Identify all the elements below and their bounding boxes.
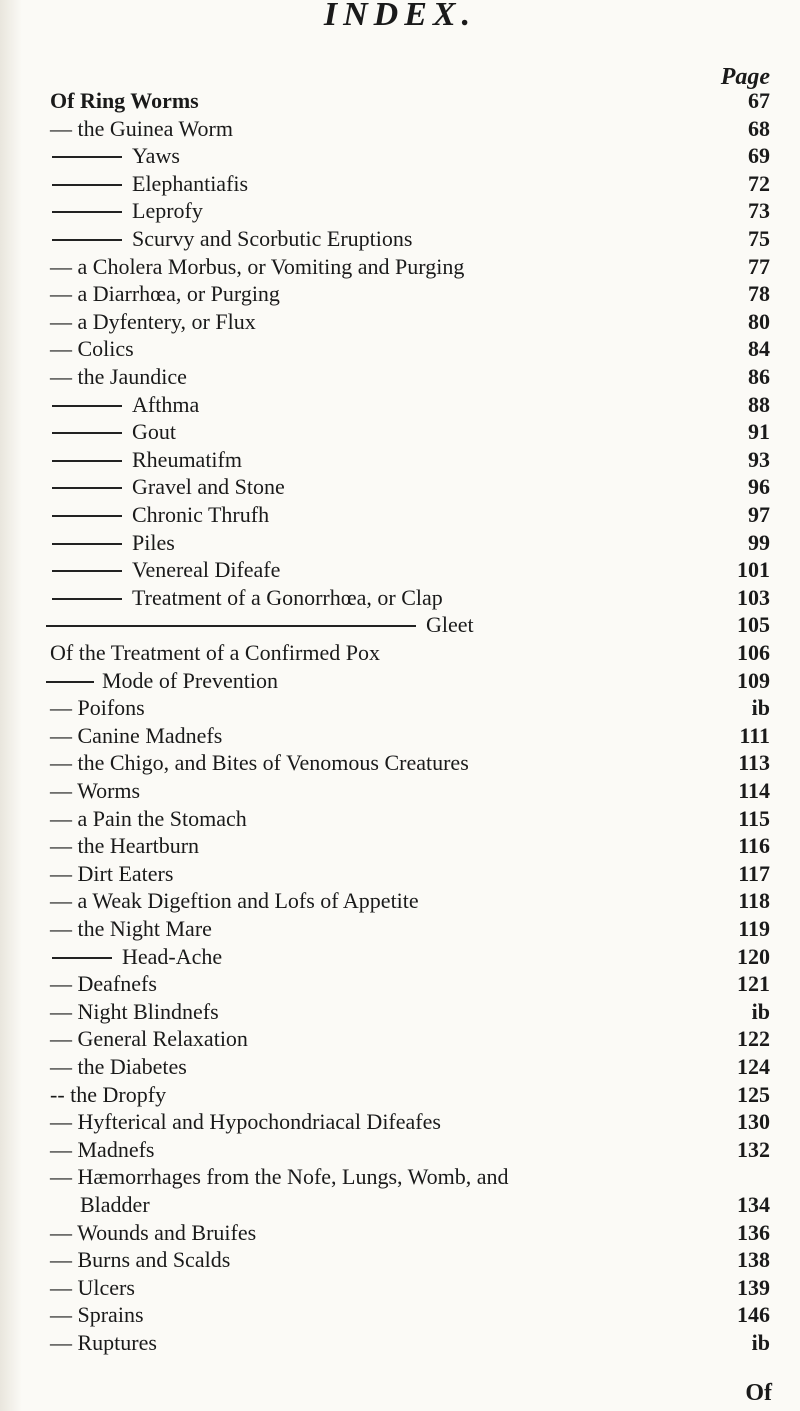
index-entry-page: 75 — [748, 226, 770, 251]
index-entry-text: — Hæmorrhages from the Nofe, Lungs, Womb, and — [50, 1164, 509, 1190]
index-entry-text: — Night Blindnefs — [50, 998, 219, 1024]
index-entry — [0, 750, 800, 776]
index-entry-text: Gravel and Stone — [132, 474, 285, 500]
index-entry-text: — Worms — [50, 778, 141, 803]
index-entry — [0, 557, 800, 583]
index-entry-page: 125 — [737, 1081, 770, 1107]
index-entry — [0, 1109, 800, 1135]
ditto-dash — [52, 957, 112, 959]
index-entry — [0, 1082, 800, 1108]
index-entry — [0, 447, 800, 473]
index-entry-page: 88 — [748, 391, 770, 417]
index-entry-page: ib — [751, 695, 770, 721]
index-entry-text: — a Diarrhœa, or Purging — [50, 281, 280, 307]
index-entry-page: ib — [751, 1330, 770, 1355]
index-entry-page: 113 — [738, 750, 770, 776]
index-entry-page: 86 — [748, 364, 770, 389]
index-entry-page: 93 — [748, 446, 770, 472]
index-entry-text: Bladder — [80, 1192, 150, 1217]
index-entry — [0, 281, 800, 307]
page-column-heading: Page — [720, 64, 770, 90]
index-entry — [0, 888, 800, 914]
ditto-dash — [52, 211, 122, 213]
index-entry — [0, 1164, 800, 1190]
index-entry — [0, 392, 800, 418]
index-entry-page: 117 — [738, 860, 770, 886]
index-entry-text: — Dirt Eaters — [50, 860, 174, 886]
ditto-dash — [46, 681, 94, 683]
index-entry-page: 146 — [737, 1302, 770, 1328]
ditto-dash — [52, 515, 122, 517]
index-entry-text: Chronic Thrufh — [132, 502, 270, 527]
ditto-dash — [52, 487, 122, 489]
index-entry-text: Piles — [132, 529, 175, 555]
index-entry-text: Head-Ache — [122, 943, 223, 969]
index-entry — [0, 474, 800, 500]
index-entry — [0, 143, 800, 169]
index-entry-page: 119 — [738, 916, 770, 941]
index-entry — [0, 1192, 800, 1218]
index-entry-text: — a Cholera Morbus, or Vomiting and Purging — [50, 253, 465, 279]
ditto-dash — [52, 156, 122, 158]
index-entry-text: -- the Dropfy — [50, 1081, 167, 1107]
index-entry-text: Yaws — [132, 143, 180, 169]
index-entry — [0, 1330, 800, 1356]
index-entry-text: — Ulcers — [50, 1274, 135, 1300]
index-entry — [0, 806, 800, 832]
index-entry — [0, 1302, 800, 1328]
index-entry-page: 80 — [748, 308, 770, 334]
index-entry-page: 109 — [737, 667, 770, 693]
index-entry-page: 121 — [737, 971, 770, 997]
ditto-dash — [52, 239, 122, 241]
index-entry — [0, 309, 800, 335]
index-entry-text: — a Pain the Stomach — [50, 805, 247, 831]
index-entry-page: 68 — [748, 115, 770, 141]
index-entry-page: 96 — [748, 474, 770, 500]
index-entry — [0, 1137, 800, 1163]
index-entry-page: 124 — [737, 1054, 770, 1079]
index-entry-text: — Burns and Scalds — [50, 1247, 231, 1273]
index-entry-page: ib — [751, 998, 770, 1024]
index-entry — [0, 1247, 800, 1273]
index-entry-text: — Colics — [50, 336, 134, 362]
index-entry-text: — Wounds and Bruifes — [50, 1219, 257, 1245]
index-entry-page: 116 — [738, 833, 770, 859]
index-entry — [0, 916, 800, 942]
index-entry-text: — the Diabetes — [50, 1054, 187, 1079]
index-entry-page: 69 — [748, 143, 770, 169]
index-entry-text: Mode of Prevention — [102, 667, 278, 693]
index-entry-text: — the Chigo, and Bites of Venomous Creatures — [50, 750, 469, 776]
index-entry-text: Treatment of a Gonorrhœa, or Clap — [132, 584, 443, 610]
index-entry — [0, 833, 800, 859]
index-entry-page: 101 — [737, 557, 770, 583]
index-entry-text: — General Relaxation — [50, 1026, 248, 1052]
index-entry-page: 130 — [737, 1109, 770, 1135]
index-entry-text: — Madnefs — [50, 1136, 155, 1162]
index-entry-page: 114 — [738, 778, 770, 803]
index-entry — [0, 695, 800, 721]
index-entry — [0, 502, 800, 528]
index-entry — [0, 254, 800, 280]
ditto-dash — [52, 184, 122, 186]
index-entry — [0, 640, 800, 666]
index-entry-text: Venereal Difeafe — [132, 557, 281, 583]
index-entry-page: 115 — [738, 805, 770, 831]
index-entry-page: 122 — [737, 1026, 770, 1052]
index-entry — [0, 226, 800, 252]
index-entry-page: 136 — [737, 1219, 770, 1245]
index-entry — [0, 1026, 800, 1052]
index-entry-text: Rheumatifm — [132, 446, 242, 472]
index-entry-page: 120 — [737, 943, 770, 969]
index-entry-text: — Deafnefs — [50, 971, 157, 997]
index-entry-page: 103 — [737, 584, 770, 610]
index-entry — [0, 971, 800, 997]
index-entry — [0, 723, 800, 749]
index-entry-text: Scurvy and Scorbutic Eruptions — [132, 226, 413, 251]
index-entry-text: Of the Treatment of a Confirmed Pox — [50, 640, 380, 665]
index-entry-text: Leprofy — [132, 198, 203, 224]
index-entry — [0, 1054, 800, 1080]
index-entry-text: Afthma — [132, 391, 200, 417]
index-entry-page: 106 — [737, 640, 770, 665]
catchword: Of — [745, 1380, 772, 1406]
index-entry-page: 67 — [748, 88, 770, 113]
index-entry-page: 111 — [739, 722, 770, 748]
index-entry-text: — the Jaundice — [50, 364, 187, 389]
index-entry-text: — Canine Madnefs — [50, 722, 223, 748]
index-entry — [0, 116, 800, 142]
index-entry — [0, 861, 800, 887]
ditto-dash — [52, 460, 122, 462]
index-entry-text: Elephantiafis — [132, 170, 249, 196]
index-entry-text: Of Ring Worms — [50, 88, 199, 113]
ditto-dash — [52, 405, 122, 407]
index-entry — [0, 364, 800, 390]
index-entry-text: — the Heartburn — [50, 833, 200, 859]
index-entry-page: 132 — [737, 1136, 770, 1162]
index-entry-page: 139 — [737, 1274, 770, 1300]
ditto-dash — [52, 543, 122, 545]
index-entry-page: 77 — [748, 253, 770, 279]
index-entry-text: — Sprains — [50, 1302, 144, 1328]
ditto-dash — [52, 598, 122, 600]
index-entry — [0, 171, 800, 197]
index-entry-text: — a Weak Digeftion and Lofs of Appetite — [50, 888, 419, 914]
index-entry — [0, 198, 800, 224]
index-entry — [0, 778, 800, 804]
index-entry-text: Gout — [132, 419, 176, 445]
index-entry-page: 138 — [737, 1247, 770, 1273]
index-entry-page: 134 — [737, 1192, 770, 1217]
index-entry — [0, 419, 800, 445]
index-entry-page: 84 — [748, 336, 770, 362]
index-entry-text: Gleet — [426, 612, 474, 638]
index-entry-page: 91 — [748, 419, 770, 445]
index-entry — [0, 1220, 800, 1246]
index-entry-text: — the Night Mare — [50, 916, 212, 941]
index-entry-page: 105 — [737, 612, 770, 638]
index-entry — [0, 88, 800, 114]
index-entry-page: 99 — [748, 529, 770, 555]
ditto-dash — [46, 625, 416, 627]
index-entry — [0, 612, 800, 638]
index-entry-page: 78 — [748, 281, 770, 307]
index-entry-text: — the Guinea Worm — [50, 115, 233, 141]
index-entry-text: — Ruptures — [50, 1330, 157, 1355]
index-entry — [0, 336, 800, 362]
index-entry-text: — Poifons — [50, 695, 145, 721]
index-entry — [0, 999, 800, 1025]
index-entry-text: — a Dyfentery, or Flux — [50, 308, 256, 334]
index-entry — [0, 1275, 800, 1301]
index-entry — [0, 530, 800, 556]
index-entry — [0, 585, 800, 611]
index-entry-page: 118 — [738, 888, 770, 914]
ditto-dash — [52, 432, 122, 434]
index-entry — [0, 944, 800, 970]
ditto-dash — [52, 570, 122, 572]
index-entry-text: — Hyfterical and Hypochondriacal Difeafes — [50, 1109, 441, 1135]
page-title: INDEX. — [323, 0, 477, 33]
index-entry-page: 72 — [748, 170, 770, 196]
index-entry-page: 97 — [748, 502, 770, 527]
index-entry-page: 73 — [748, 198, 770, 224]
index-entry — [0, 668, 800, 694]
